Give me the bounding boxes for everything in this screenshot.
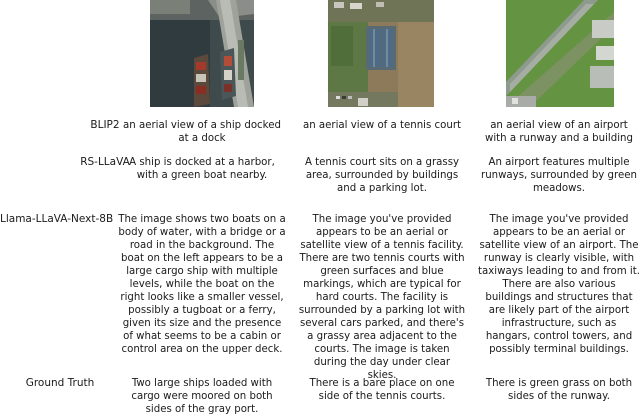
rs-llava-cell-2: A tennis court sits on a grassy area, surrounded by buildings and a parking lot. (304, 157, 460, 194)
row-label-rs-llava: RS-LLaVA (80, 156, 130, 168)
tennis-court-aerial-image (328, 0, 434, 107)
blip2-cell-1: an aerial view of a ship docked at a dock (123, 120, 281, 144)
llama-cell-1: The image shows two boats on a body of water, with a bridge or a road in the background. The boat on the left appears to be a large cargo ship with multiple levels, while the boat on the right looks like a smaller vessel, possibly a tugboat or a ferry, given its size and the presence of what seems to be a cabin or control area on the upper deck. (118, 214, 286, 355)
row-label-llama-llava-next-8b: Llama-LLaVA-Next-8B (0, 213, 114, 225)
row-label-ground-truth: Ground Truth (25, 377, 95, 389)
row-label-blip2: BLIP2 (90, 119, 120, 131)
llama-cell-3: The image you've provided appears to be an aerial or satellite view of an airport. The runway is clearly visible, with taxiways leading to and from it. There are also various buildings and structures that are likely part of the airport infrastructure, such as hangars, control towers, and possibly terminal buildings. (478, 214, 640, 355)
ground-truth-cell-3: There is green grass on both sides of the runway. (485, 378, 633, 402)
dock-ships-aerial-image (150, 0, 254, 107)
airport-runway-aerial-image (506, 0, 614, 107)
blip2-cell-2: an aerial view of a tennis court (302, 120, 462, 131)
rs-llava-cell-3: An airport features multiple runways, surrounded by green meadows. (481, 157, 637, 194)
llama-cell-2: The image you've provided appears to be an aerial or satellite view of a tennis facility. There are two tennis courts with green surfaces and blue markings, which are typical for hard courts. The facility is surrounded by a parking lot with several cars parked, and there's a grassy area adjacent to the courts. The image is taken during the day under clear skies. (298, 214, 466, 381)
ground-truth-cell-2: There is a bare place on one side of the tennis courts. (309, 378, 455, 402)
blip2-cell-3: an aerial view of an airport with a runway and a building (485, 120, 633, 144)
ground-truth-cell-1: Two large ships loaded with cargo were moored on both sides of the gray port. (131, 378, 273, 415)
rs-llava-cell-1: A ship is docked at a harbor, with a green boat nearby. (129, 157, 275, 181)
